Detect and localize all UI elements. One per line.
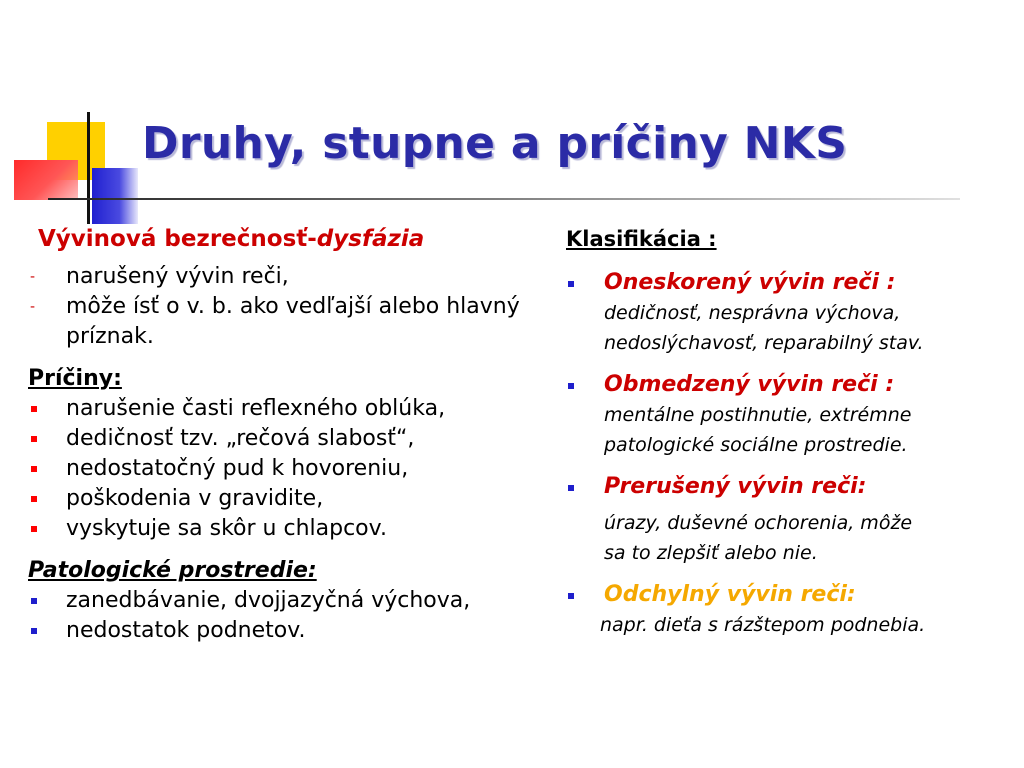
classification-desc: úrazy, duševné ochorenia, môže (604, 512, 913, 534)
list-item-text: narušený vývin reči, (66, 264, 289, 289)
list-item-text: nedostatočný pud k hovoreniu, (66, 456, 409, 481)
classification-name: Prerušený vývin reči: (604, 474, 867, 499)
right-column (566, 224, 1006, 652)
dash-bullet-icon: - (30, 299, 36, 315)
red-square-bullet-icon (31, 406, 37, 412)
classification-name: Oneskorený vývin reči : (604, 270, 896, 295)
list-item (28, 586, 528, 616)
list-item (28, 262, 528, 292)
intro-list (28, 262, 528, 352)
blue-square-bullet-icon (568, 281, 574, 287)
list-item (28, 394, 528, 424)
subheading-italic: dysfázia (316, 226, 425, 252)
classification-item (566, 268, 1006, 358)
decor-horizontal-line (48, 198, 960, 200)
classification-item (566, 472, 1006, 568)
classification-name: Obmedzený vývin reči : (604, 372, 895, 397)
list-item-text: dedičnosť tzv. „rečová slabosť“, (66, 426, 415, 451)
classification-desc: napr. dieťa s rázštepom podnebia. (600, 614, 926, 636)
blue-square-bullet-icon (31, 598, 37, 604)
blue-square-bullet-icon (568, 593, 574, 599)
list-item (28, 424, 528, 454)
environment-list (28, 586, 528, 646)
classification-desc: mentálne postihnutie, extrémne (604, 404, 912, 426)
causes-section (28, 364, 528, 544)
red-square-bullet-icon (31, 496, 37, 502)
list-item (28, 484, 528, 514)
list-item-text: poškodenia v gravidite, (66, 486, 324, 511)
classification-heading: Klasifikácia : (566, 227, 717, 251)
list-item (28, 292, 528, 352)
classification-desc: nedoslýchavosť, reparabilný stav. (604, 332, 924, 354)
list-item-text: môže ísť o v. b. ako vedľajší alebo hlavný príznak. (66, 294, 520, 349)
classification-desc: sa to zlepšiť alebo nie. (604, 542, 818, 564)
decor-blue-square (92, 168, 138, 224)
list-item (28, 514, 528, 544)
causes-list (28, 394, 528, 544)
list-item-text: nedostatok podnetov. (66, 618, 306, 643)
decor-red-square (14, 160, 78, 200)
red-square-bullet-icon (31, 526, 37, 532)
list-item (28, 454, 528, 484)
list-item-text: vyskytuje sa skôr u chlapcov. (66, 516, 387, 541)
list-item (28, 616, 528, 646)
slide-title: Druhy, stupne a príčiny NKS (142, 118, 848, 169)
list-item-text: narušenie časti reflexného oblúka, (66, 396, 446, 421)
blue-square-bullet-icon (31, 628, 37, 634)
dash-bullet-icon: - (30, 269, 36, 285)
blue-square-bullet-icon (568, 383, 574, 389)
classification-item (566, 580, 1006, 640)
red-square-bullet-icon (31, 436, 37, 442)
blue-square-bullet-icon (568, 485, 574, 491)
classification-name: Odchylný vývin reči: (604, 582, 856, 607)
classification-desc: dedičnosť, nesprávna výchova, (604, 302, 901, 324)
list-item-text: zanedbávanie, dvojjazyčná výchova, (66, 588, 471, 613)
decor-vertical-line (87, 112, 90, 224)
classification-item (566, 370, 1006, 460)
left-subheading (38, 224, 528, 254)
classification-desc: patologické sociálne prostredie. (604, 434, 908, 456)
environment-heading: Patologické prostredie: (28, 558, 317, 583)
left-column (28, 224, 528, 646)
subheading-text: Vývinová bezrečnosť- (38, 226, 317, 252)
red-square-bullet-icon (31, 466, 37, 472)
causes-heading: Príčiny: (28, 366, 122, 391)
environment-section (28, 556, 528, 646)
